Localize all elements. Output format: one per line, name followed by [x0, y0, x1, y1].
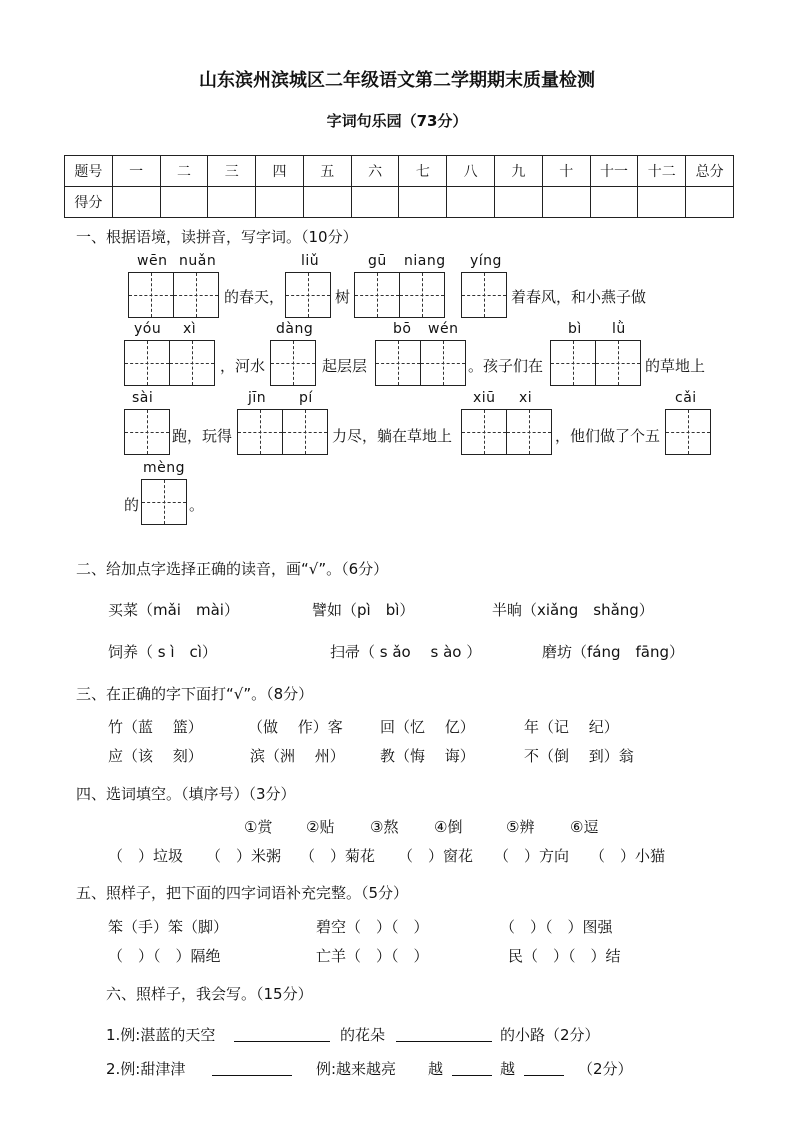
text: 的春天， [224, 288, 285, 306]
example-text: 越 [500, 1060, 516, 1078]
word-option: ⑥逗 [570, 818, 599, 836]
score-input-cell[interactable] [303, 187, 351, 218]
section-6-heading: 六、照样子，我会写。（15分） [106, 985, 313, 1003]
pinyin: xiū [473, 390, 496, 406]
writing-grid-box[interactable] [420, 340, 466, 386]
fill-blank-item[interactable]: （ ）垃圾 [108, 847, 184, 865]
score-input-cell[interactable] [399, 187, 447, 218]
text: 跑，玩得 [172, 427, 233, 445]
score-cell: 题号 [65, 156, 113, 187]
text: 的草地上 [645, 357, 706, 375]
writing-grid-box[interactable] [124, 340, 170, 386]
pinyin: lǜ [612, 321, 626, 337]
answer-blank[interactable] [396, 1025, 492, 1042]
pinyin: pí [299, 390, 313, 406]
writing-grid-box[interactable] [128, 272, 174, 318]
pinyin: xi [519, 390, 533, 406]
score-table-header-row [65, 156, 734, 187]
example-text: 的花朵 [340, 1026, 386, 1044]
writing-grid-box[interactable] [461, 272, 507, 318]
writing-grid-box[interactable] [595, 340, 641, 386]
pinyin: liǔ [301, 253, 320, 269]
pinyin: wén [428, 321, 459, 337]
section-2-heading: 二、给加点字选择正确的读音，画“√”。（6分） [76, 560, 389, 578]
score-input-cell[interactable] [112, 187, 160, 218]
word-option: ④倒 [434, 818, 463, 836]
score-cell: 三 [208, 156, 256, 187]
score-input-cell[interactable] [208, 187, 256, 218]
score-input-cell[interactable] [256, 187, 304, 218]
text: 的 [124, 496, 140, 514]
score-cell: 五 [303, 156, 351, 187]
fill-blank-item[interactable]: 民（ ）（ ）结 [508, 947, 621, 965]
answer-blank[interactable] [234, 1025, 330, 1042]
word-option: ②贴 [306, 818, 335, 836]
choice-item[interactable]: 扫帚（ s ǎo s ào ） [330, 643, 482, 661]
text: 。孩子们在 [468, 357, 544, 375]
score-cell: 四 [256, 156, 304, 187]
text: ，河水 [220, 357, 266, 375]
pinyin: yóu [134, 321, 162, 337]
section-5-heading: 五、照样子，把下面的四字词语补充完整。（5分） [76, 884, 409, 902]
choice-item[interactable]: 滨（洲 州） [250, 747, 345, 765]
score-input-cell[interactable] [542, 187, 590, 218]
text: 起层层 [322, 357, 368, 375]
text: 。 [189, 496, 205, 514]
page-title: 山东滨州滨城区二年级语文第二学期期末质量检测 [199, 70, 595, 91]
score-table [64, 155, 734, 218]
score-cell: 九 [495, 156, 543, 187]
pinyin: sài [132, 390, 154, 406]
writing-grid-box[interactable] [173, 272, 219, 318]
score-input-cell[interactable] [590, 187, 638, 218]
section-4-heading: 四、选词填空。（填序号）（3分） [76, 785, 296, 803]
fill-blank-item[interactable]: 笨（手）笨（脚） [108, 918, 229, 936]
page-subtitle: 字词句乐园（73分） [326, 112, 468, 130]
word-option: ⑤辨 [506, 818, 535, 836]
example-text: 2.例:甜津津 [106, 1060, 186, 1078]
writing-grid-box[interactable] [169, 340, 215, 386]
score-cell: 六 [351, 156, 399, 187]
choice-item[interactable]: 年（记 纪） [524, 718, 619, 736]
score-cell: 十一 [590, 156, 638, 187]
pinyin: niang [404, 253, 446, 269]
writing-grid-box[interactable] [461, 409, 507, 455]
pinyin: yíng [470, 253, 502, 269]
fill-blank-item[interactable]: （ ）（ ）隔绝 [108, 947, 221, 965]
fill-blank-item[interactable]: 亡羊（ ）（ ） [316, 947, 429, 965]
writing-grid-box[interactable] [141, 479, 187, 525]
writing-grid-box[interactable] [237, 409, 283, 455]
choice-item[interactable]: 买菜（mǎi mài） [108, 601, 239, 619]
word-option: ③熬 [370, 818, 399, 836]
writing-grid-box[interactable] [550, 340, 596, 386]
text: 树 [335, 288, 351, 306]
score-cell: 二 [160, 156, 208, 187]
example-text: 越 [428, 1060, 444, 1078]
fill-blank-item[interactable]: （ ）菊花 [300, 847, 376, 865]
writing-grid-box[interactable] [124, 409, 170, 455]
writing-grid-box[interactable] [285, 272, 331, 318]
score-input-cell[interactable] [638, 187, 686, 218]
writing-grid-box[interactable] [506, 409, 552, 455]
choice-item[interactable]: 竹（蓝 篮） [108, 718, 203, 736]
choice-item[interactable]: 半晌（xiǎng shǎng） [492, 601, 654, 619]
writing-grid-box[interactable] [282, 409, 328, 455]
choice-item[interactable]: 教（悔 诲） [380, 747, 475, 765]
fill-blank-item[interactable]: （ ）小猫 [590, 847, 666, 865]
choice-item[interactable]: 不（倒 到）翁 [524, 747, 634, 765]
score-input-cell[interactable] [351, 187, 399, 218]
text: 力尽，躺在草地上 [332, 427, 453, 445]
section-3-heading: 三、在正确的字下面打“√”。（8分） [76, 685, 314, 703]
pinyin: gū [368, 253, 387, 269]
score-table-score-row [65, 187, 734, 218]
fill-blank-item[interactable]: （ ）（ ）图强 [500, 918, 613, 936]
writing-grid-box[interactable] [665, 409, 711, 455]
answer-blank[interactable] [524, 1059, 564, 1076]
example-text: 1.例:湛蓝的天空 [106, 1026, 216, 1044]
score-cell: 总分 [686, 156, 734, 187]
text: ，他们做了个五 [555, 427, 661, 445]
score-cell: 七 [399, 156, 447, 187]
text: 着春风，和小燕子做 [511, 288, 647, 306]
fill-blank-item[interactable]: （ ）窗花 [398, 847, 474, 865]
choice-item[interactable]: 饲养（ s ì cì） [108, 643, 217, 661]
score-cell: 八 [447, 156, 495, 187]
example-text: （2分） [578, 1060, 633, 1078]
score-cell: 十二 [638, 156, 686, 187]
pinyin: nuǎn [179, 253, 217, 269]
word-option: ①赏 [244, 818, 273, 836]
example-text: 的小路（2分） [500, 1026, 600, 1044]
pinyin: bō [393, 321, 412, 337]
score-input-cell[interactable] [686, 187, 734, 218]
pinyin: bì [568, 321, 582, 337]
writing-grid-box[interactable] [375, 340, 421, 386]
choice-item[interactable]: 应（该 刻） [108, 747, 203, 765]
score-row-label: 得分 [65, 187, 113, 218]
fill-blank-item[interactable]: （ ）方向 [494, 847, 570, 865]
writing-grid-box[interactable] [399, 272, 445, 318]
answer-blank[interactable] [212, 1059, 292, 1076]
writing-grid-box[interactable] [354, 272, 400, 318]
writing-grid-box[interactable] [270, 340, 316, 386]
pinyin: jīn [248, 390, 267, 406]
section-1-heading: 一、根据语境，读拼音，写字词。（10分） [76, 228, 358, 246]
score-cell: 一 [112, 156, 160, 187]
score-input-cell[interactable] [495, 187, 543, 218]
pinyin: cǎi [675, 390, 697, 406]
fill-blank-item[interactable]: 碧空（ ）（ ） [316, 918, 429, 936]
answer-blank[interactable] [452, 1059, 492, 1076]
score-cell: 十 [542, 156, 590, 187]
choice-item[interactable]: 譬如（pì bì） [312, 601, 415, 619]
pinyin: mèng [143, 460, 186, 476]
choice-item[interactable]: 回（忆 亿） [380, 718, 475, 736]
choice-item[interactable]: （做 作）客 [248, 718, 343, 736]
choice-item[interactable]: 磨坊（fáng fāng） [542, 643, 685, 661]
pinyin: dàng [276, 321, 314, 337]
score-input-cell[interactable] [447, 187, 495, 218]
pinyin: wēn [137, 253, 168, 269]
pinyin: xì [183, 321, 197, 337]
score-input-cell[interactable] [160, 187, 208, 218]
example-text: 例:越来越亮 [316, 1060, 397, 1078]
fill-blank-item[interactable]: （ ）米粥 [206, 847, 282, 865]
